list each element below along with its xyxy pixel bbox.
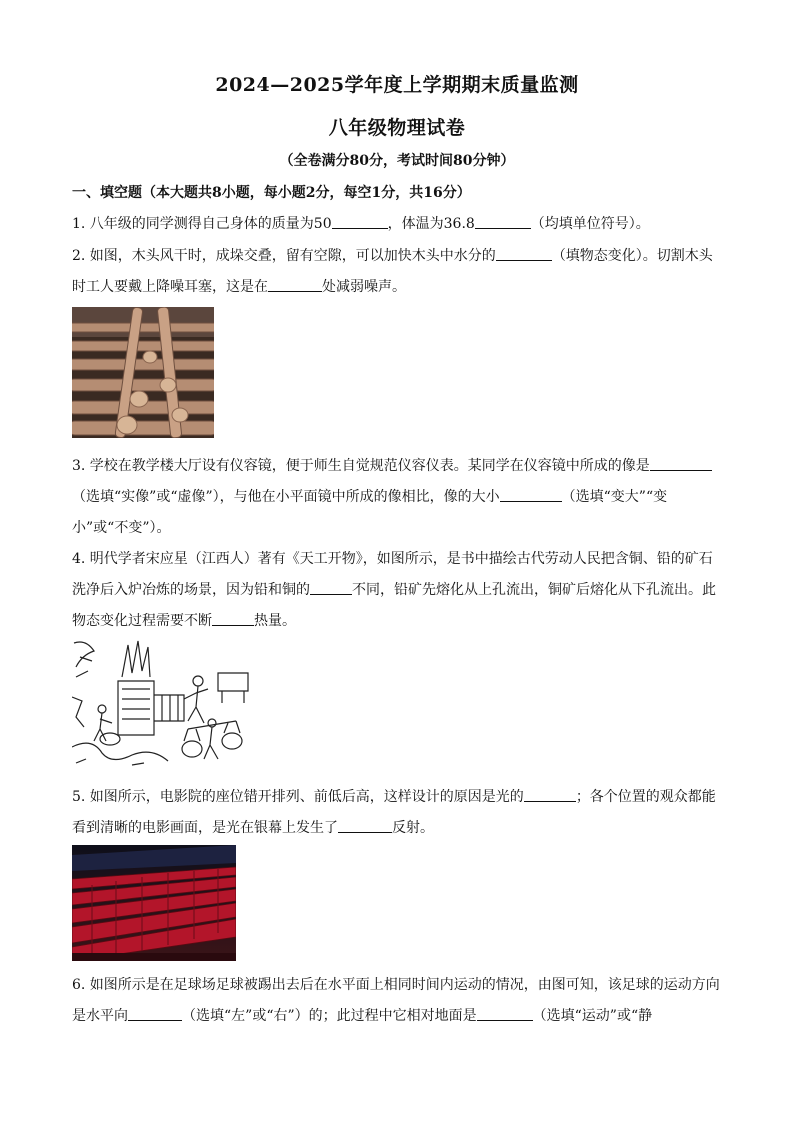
q6-text-b: 是水平向	[72, 1008, 128, 1024]
question-2-line-1	[72, 245, 713, 265]
smelting-drawing-image	[72, 637, 250, 771]
q4-text-e: 热量。	[254, 613, 296, 629]
figure-smelting-illustration	[72, 637, 250, 771]
q2-text-a: 2. 如图，木头风干时，成垛交叠，留有空隙，可以加快木头中水分的	[72, 248, 496, 264]
q3-text-c: （选填“变大”“变	[561, 489, 668, 505]
figure-stacked-logs	[72, 307, 214, 438]
q1-blank-2	[475, 215, 531, 229]
cinema-photo-image	[72, 845, 236, 961]
q4-text-a: 4. 明代学者宋应星（江西人）著有《天工开物》，如图所示，是书中描绘古代劳动人民把含铜、铅的矿石	[72, 551, 713, 567]
exam-title: 2024—2025学年度上学期期末质量监测	[215, 74, 579, 96]
q5-text-d: 反射。	[392, 820, 434, 836]
figure-cinema-seats	[72, 845, 236, 961]
q6-text-d: （选填“运动”或“静	[532, 1008, 653, 1024]
q5-blank-1	[524, 788, 576, 802]
question-3-line-3	[72, 517, 170, 537]
q3-text-b: （选填“实像”或“虚像”），与他在小平面镜中所成的像相比，像的大小	[72, 489, 500, 505]
q4-text-d: 物态变化过程需要不断	[72, 613, 212, 629]
question-4-line-3	[72, 610, 296, 630]
q6-blank-2	[477, 1007, 533, 1021]
q1-blank-1	[332, 215, 388, 229]
section-heading: 一、填空题（本大题共8小题，每小题2分，每空1分，共16分）	[72, 185, 471, 201]
q1-text-b: ，体温为36.8	[387, 216, 475, 232]
q4-blank-1	[310, 581, 352, 595]
q2-text-b: （填物态变化）。切割木头	[551, 248, 713, 264]
question-3-line-1	[72, 455, 712, 475]
q2-text-d: 处减弱噪声。	[322, 279, 406, 295]
exam-subject: 八年级物理试卷	[328, 117, 466, 139]
q2-blank-1	[496, 247, 552, 261]
q3-blank-1	[650, 457, 712, 471]
q4-blank-2	[212, 612, 254, 626]
q1-text-a: 1. 八年级的同学测得自己身体的质量为50	[72, 216, 332, 232]
q5-blank-2	[338, 819, 392, 833]
question-4-line-1	[72, 548, 713, 568]
q5-text-b: ；各个位置的观众都能	[575, 789, 716, 805]
question-3-line-2	[72, 486, 667, 506]
q1-text-c: （均填单位符号）。	[530, 216, 650, 232]
question-6-line-2	[72, 1005, 652, 1025]
q3-text-a: 3. 学校在教学楼大厅设有仪容镜，便于师生自觉规范仪容仪表。某同学在仪容镜中所成的像是	[72, 458, 650, 474]
question-5-line-1	[72, 786, 716, 806]
q5-text-a: 5. 如图所示，电影院的座位错开排列、前低后高，这样设计的原因是光的	[72, 789, 524, 805]
q6-text-c: （选填“左”或“右”）的；此过程中它相对地面是	[182, 1008, 477, 1024]
q2-text-c: 时工人要戴上降噪耳塞，这是在	[72, 279, 268, 295]
q6-blank-1	[128, 1007, 182, 1021]
q6-text-a: 6. 如图所示是在足球场足球被踢出去后在水平面上相同时间内运动的情况，由图可知，该足球的运动方向	[72, 977, 720, 993]
logs-photo-image	[72, 307, 214, 438]
question-1	[72, 213, 650, 233]
q3-blank-2	[500, 488, 562, 502]
q4-text-b: 洗净后入炉冶炼的场景，因为铅和铜的	[72, 582, 310, 598]
question-6-line-1	[72, 974, 720, 994]
q3-text-d: 小”或“不变”）。	[72, 520, 171, 536]
exam-note: （全卷满分80分，考试时间80分钟）	[279, 153, 515, 169]
q4-text-c: 不同，铅矿先熔化从上孔流出，铜矿后熔化从下孔流出。此	[352, 582, 716, 598]
question-5-line-2	[72, 817, 434, 837]
q5-text-c: 看到清晰的电影画面，是光在银幕上发生了	[72, 820, 338, 836]
question-4-line-2	[72, 579, 716, 599]
question-2-line-2	[72, 276, 406, 296]
q2-blank-2	[268, 278, 322, 292]
